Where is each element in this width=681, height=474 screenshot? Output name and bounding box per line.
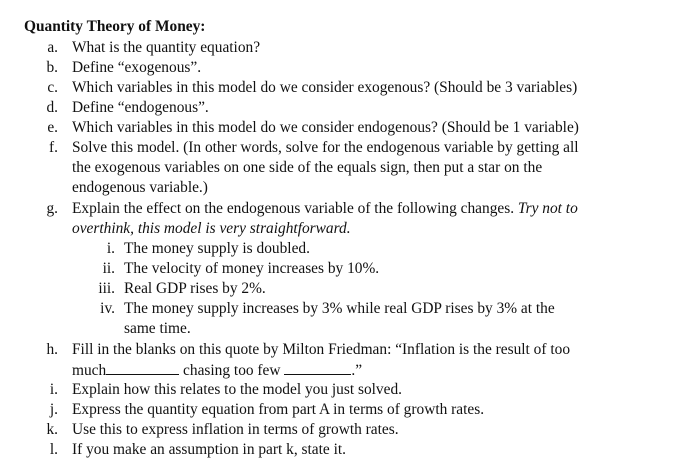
question-label: b. [46,59,58,76]
question-label: d. [46,99,58,116]
question-text: If you make an assumption in part k, state it. [72,441,346,458]
question-text-line-2 [72,219,351,239]
question-label: i. [49,381,58,398]
subquestion-label: iii. [98,280,115,297]
question-label: j. [49,401,58,418]
fill-in-blank-2 [284,360,351,375]
fill-in-blank-1 [106,360,179,375]
question-text-line-1: Fill in the blanks on this quote by Milton Friedman: “Inflation is the result of too [72,341,571,358]
subquestion-text-line-1: The money supply increases by 3% while real GDP rises by 3% at the [124,300,555,317]
quote-text-part: .” [351,362,363,379]
quote-text-part: chasing too few [179,362,285,379]
question-label: l. [49,441,58,458]
subquestion-label: iv. [100,300,115,317]
question-text-plain: Explain the effect on the endogenous variable of the following changes. [72,200,518,217]
document-title: Quantity Theory of Money: [24,18,206,35]
subquestion-label: ii. [102,260,115,277]
question-text-line-1 [72,199,578,219]
subquestion-text: Real GDP rises by 2%. [124,280,266,297]
question-text-italic: Try not to [517,200,578,217]
subquestion-text-line-2: same time. [124,320,191,337]
question-text: Define “endogenous”. [72,99,209,116]
question-text-line-2: the exogenous variables on one side of the equals sign, then put a star on the [72,159,543,176]
question-text: Which variables in this model do we consider endogenous? (Should be 1 variable) [72,119,579,136]
question-text-line-3: endogenous variable.) [72,179,208,196]
question-text: Use this to express inflation in terms of growth rates. [72,421,399,438]
question-text: Which variables in this model do we consider exogenous? (Should be 3 variables) [72,79,578,96]
question-label: k. [46,421,58,438]
question-text-line-1: Solve this model. (In other words, solve for the endogenous variable by getting all [72,139,579,156]
question-text: Express the quantity equation from part A in terms of growth rates. [72,401,485,418]
quote-text-part: much [72,362,107,379]
subquestion-label: i. [106,240,115,257]
question-label: e. [47,119,58,136]
subquestion-text: The velocity of money increases by 10%. [124,260,380,277]
question-label: c. [47,79,58,96]
question-text-italic: overthink, this model is very straightforward. [72,220,351,237]
question-text: What is the quantity equation? [72,39,261,56]
question-label: f. [49,139,58,156]
question-label: g. [46,200,58,217]
question-label: h. [46,341,58,358]
question-text-line-2 [72,360,362,381]
question-text: Explain how this relates to the model you just solved. [72,381,402,398]
question-text: Define “exogenous”. [72,59,202,76]
subquestion-text: The money supply is doubled. [124,240,310,257]
question-label: a. [47,39,58,56]
